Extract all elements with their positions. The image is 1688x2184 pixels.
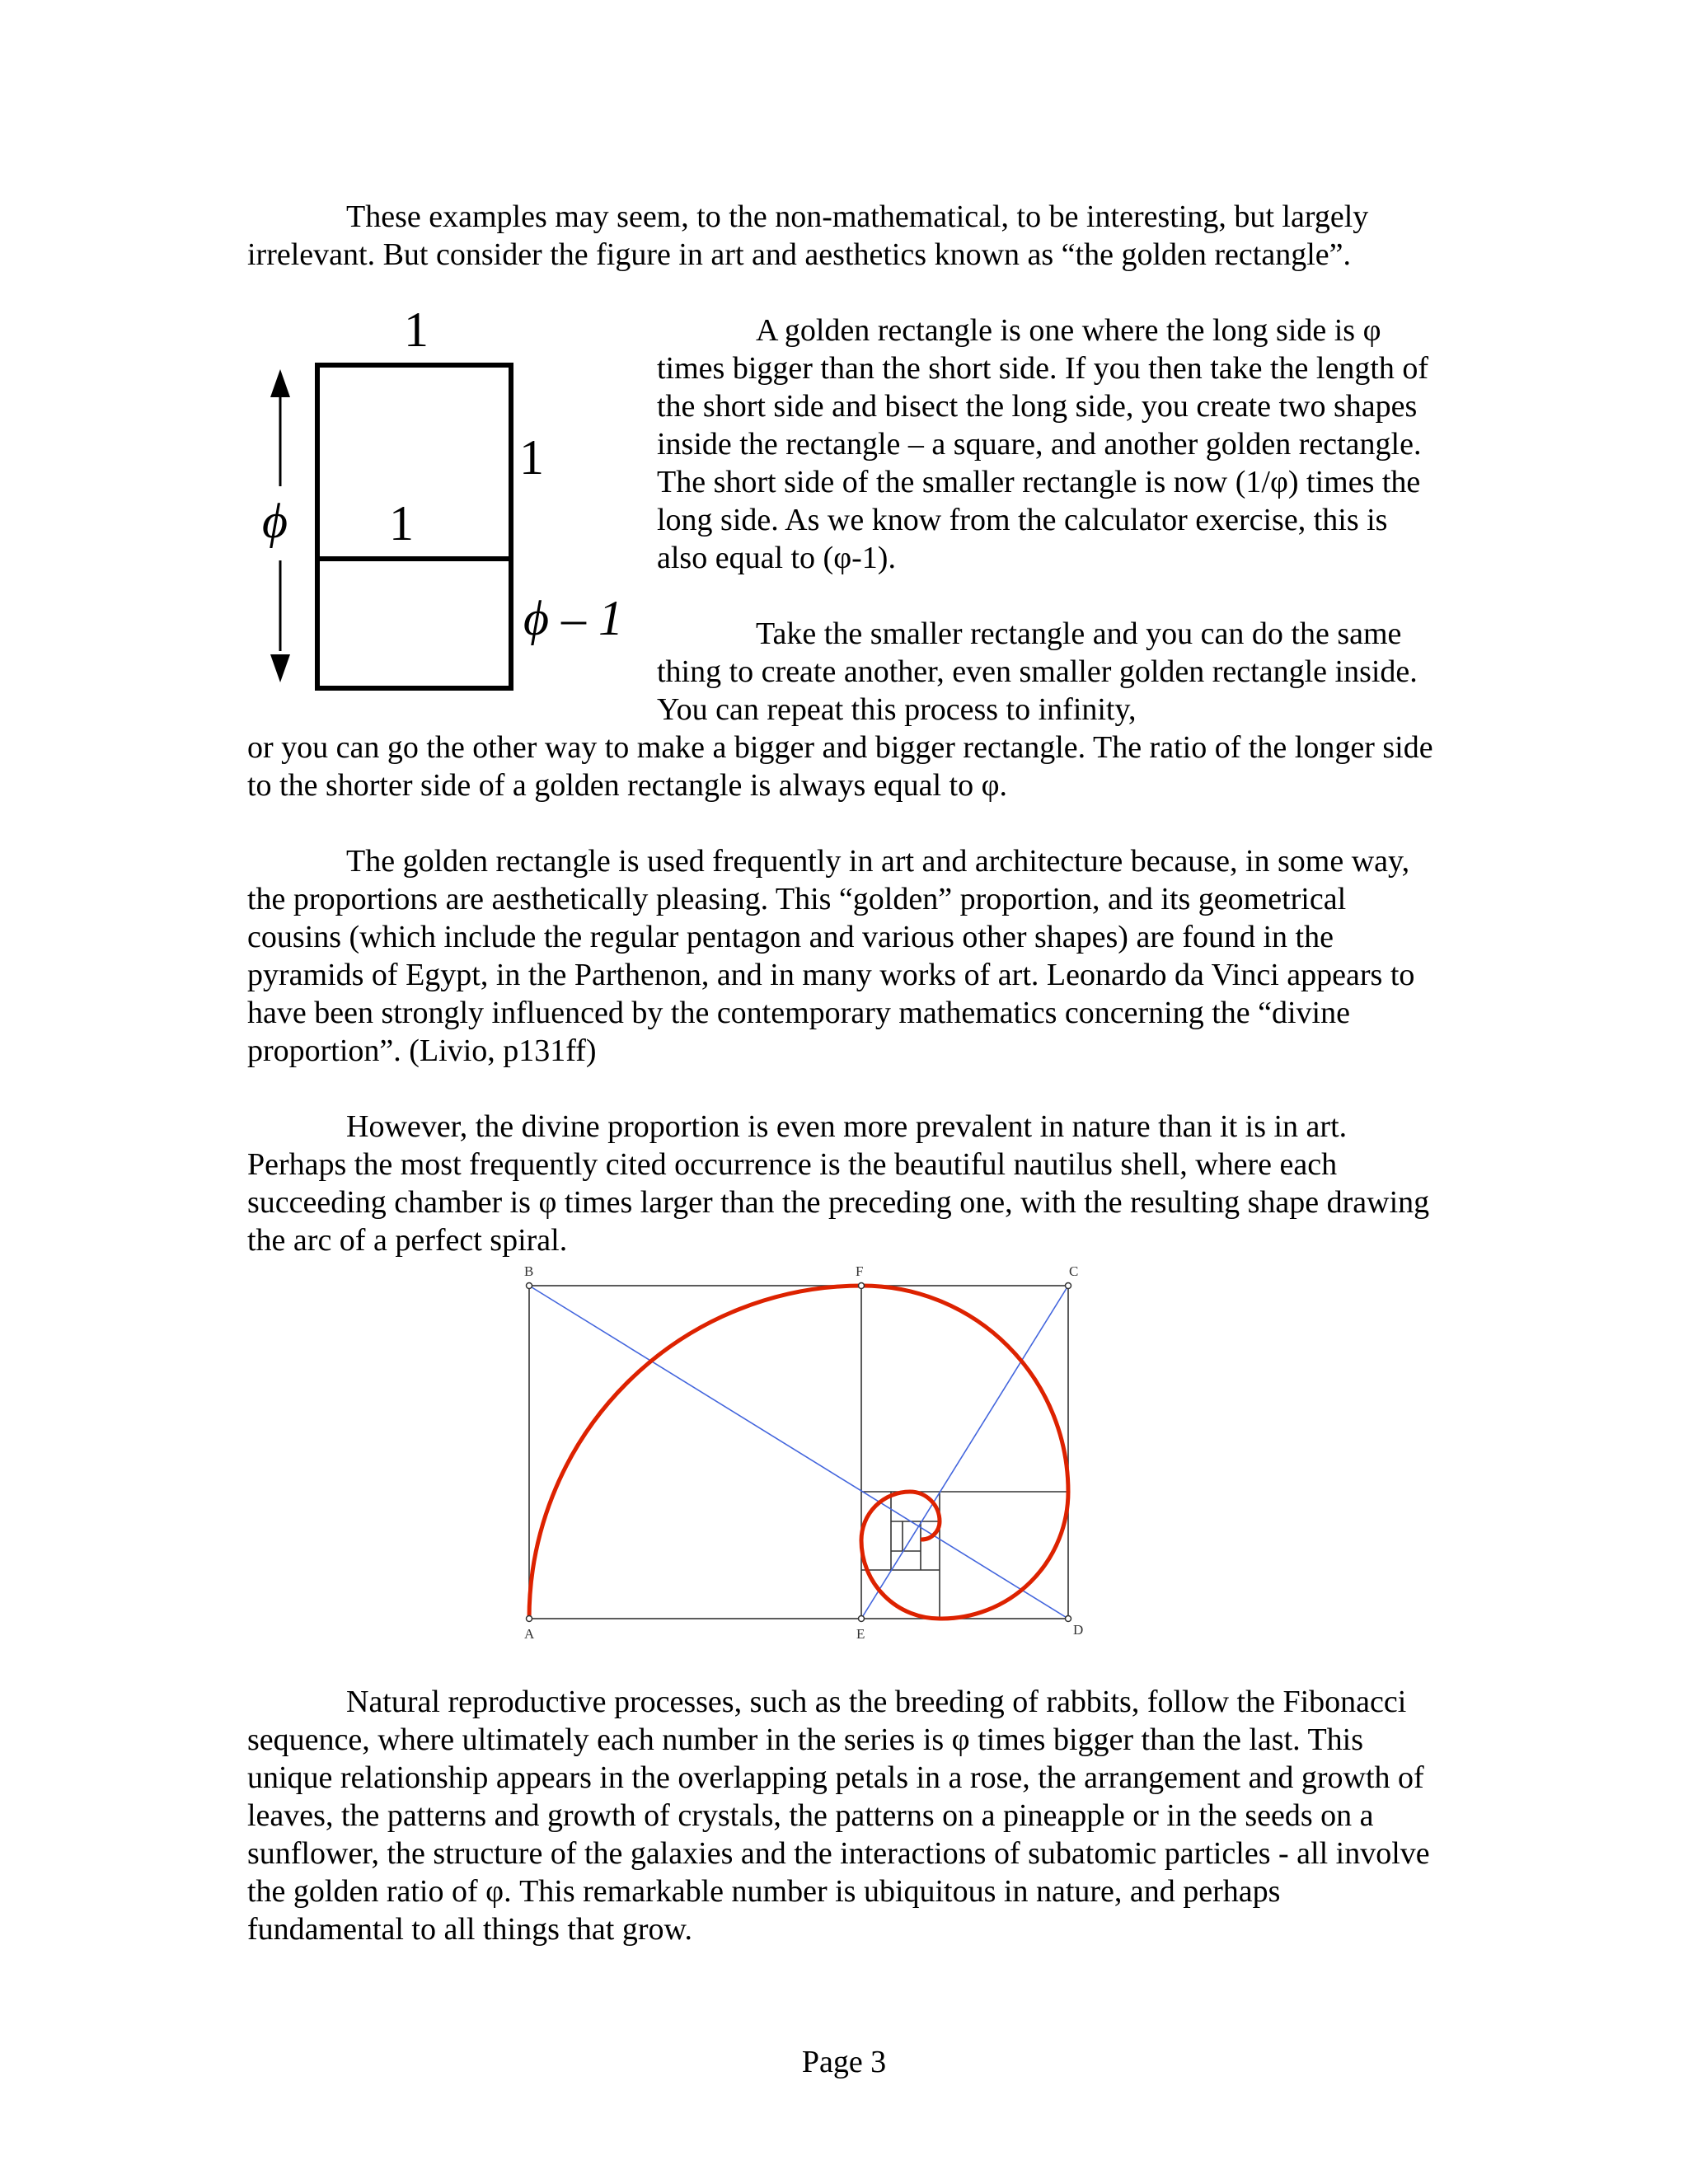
point-c bbox=[1066, 1283, 1071, 1289]
label-phi-left: ϕ bbox=[262, 494, 288, 548]
down-arrowhead-icon bbox=[270, 654, 290, 682]
point-a bbox=[527, 1616, 532, 1622]
point-label-f: F bbox=[856, 1263, 864, 1279]
point-f bbox=[859, 1283, 865, 1289]
point-label-d: D bbox=[1073, 1622, 1084, 1638]
label-top: 1 bbox=[404, 305, 429, 357]
label-right-top: 1 bbox=[519, 430, 544, 485]
point-label-a: A bbox=[524, 1626, 535, 1642]
point-label-b: B bbox=[524, 1263, 534, 1279]
paragraph-smaller-rectangle: Take the smaller rectangle and you can do the same thing to create another, even smaller golden rectangle inside. You can repeat this process to infinity, bbox=[657, 616, 1418, 727]
label-middle: 1 bbox=[389, 496, 414, 551]
label-right-bottom: ϕ – 1 bbox=[523, 591, 624, 645]
golden-spiral-figure bbox=[511, 1259, 1104, 1648]
up-arrowhead-icon bbox=[270, 369, 290, 397]
point-d bbox=[1066, 1616, 1071, 1622]
golden-rectangle-figure bbox=[247, 305, 643, 701]
paragraph-intro: These examples may seem, to the non-mathematical, to be interesting, but largely irrelevant. But consider the figure in art and aesthetics known as “the golden rectangle”. bbox=[247, 199, 1369, 272]
diagonal-ce bbox=[861, 1286, 1068, 1619]
diagonal-bd bbox=[529, 1286, 1068, 1619]
outer-rectangle bbox=[317, 365, 511, 688]
paragraph-art-architecture: The golden rectangle is used frequently in art and architecture because, in some way, the proportions are aesthetically pleasing. This “golden” proportion, and its geometrical cousins (which include the regular pentagon and various other shapes) are found in the pyramids of Egypt, in the Parthenon, and in many works of art. Leonardo da Vinci appears to have been strongly influenced by the contemporary mathematics concerning the “divine proportion”. (Livio, p131ff) bbox=[247, 844, 1415, 1068]
paragraph-fibonacci: Natural reproductive processes, such as the breeding of rabbits, follow the Fibonacci sequence, where ultimately each number in the series is φ times bigger than the last. This unique relationship appears in the overlapping petals in a rose, the arrangement and growth of leaves, the patterns and growth of crystals, the patterns on a pineapple or in the seeds on a sunflower, the structure of the galaxies and the interactions of subatomic particles - all involve the golden ratio of φ. This remarkable number is ubiquitous in nature, and perhaps fundamental to all things that grow. bbox=[247, 1685, 1430, 1947]
point-label-e: E bbox=[856, 1626, 865, 1642]
point-label-c: C bbox=[1069, 1263, 1079, 1279]
paragraph-ratio: or you can go the other way to make a bigger and bigger rectangle. The ratio of the longer side to the shorter side of a golden rectangle is always equal to φ. bbox=[247, 730, 1433, 803]
page-number: Page 3 bbox=[801, 2045, 887, 2079]
point-e bbox=[859, 1616, 865, 1622]
paragraph-golden-rectangle-definition: A golden rectangle is one where the long side is φ times bigger than the short side. If you then take the length of the short side and bisect the long side, you create two shapes inside the rectangle – a square, and another golden rectangle. The short side of the smaller rectangle is now (1/φ) times the long side. As we know from the calculator exercise, this is also equal to (φ-1). bbox=[657, 313, 1429, 575]
point-b bbox=[527, 1283, 532, 1289]
paragraph-nature: However, the divine proportion is even more prevalent in nature than it is in art. Perhaps the most frequently cited occurrence is the beautiful nautilus shell, where each succeeding chamber is φ times larger than the preceding one, with the resulting shape drawing the arc of a perfect spiral. bbox=[247, 1109, 1430, 1258]
